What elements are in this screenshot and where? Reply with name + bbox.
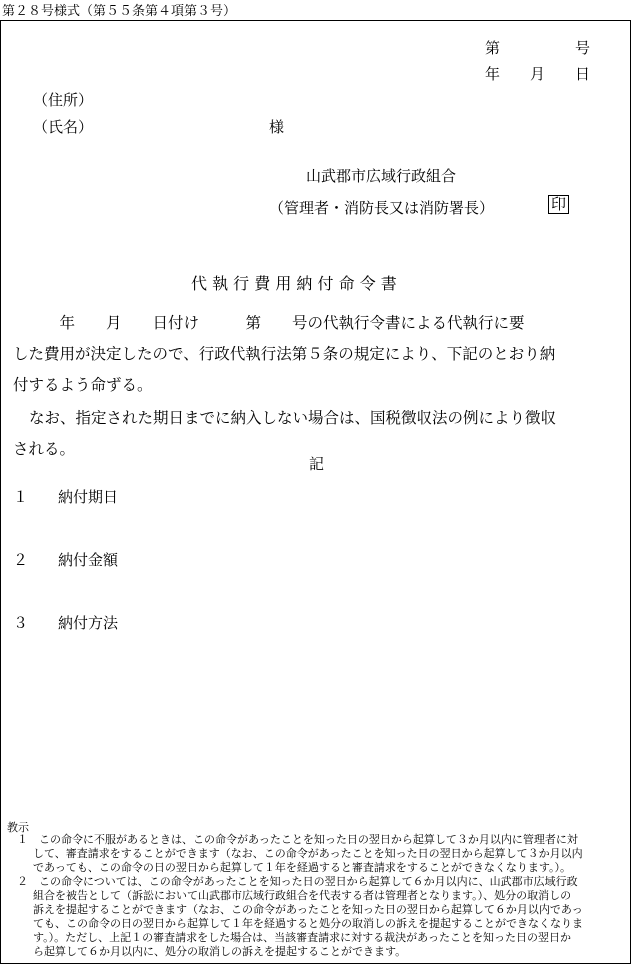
note2-line4: ても、この命令の日の翌日から起算して１年を経過すると処分の取消しの訴えを提起することができなくなりま	[33, 917, 583, 930]
document-title: 代 執 行 費 用 納 付 命 令 書	[191, 274, 397, 293]
note1-line1: １ この命令に不服があるときは、この命令があったことを知った日の翌日から起算して３か月以内に管理者に対	[17, 833, 578, 846]
body-para2-line1: なお、指定された期日までに納入しない場合は、国税徴収法の例により徴収	[29, 409, 557, 427]
note1-line2: して、審査請求をすることができます（なお、この命令があったことを知った日の翌日から起算して３か月以内	[33, 847, 583, 860]
issuer-organization: 山武郡市広域行政組合	[306, 167, 457, 185]
form-number: 第２８号様式（第５５条第４項第３号）	[2, 4, 237, 19]
note2-line3: 訴えを提起することができます（なお、この命令があったことを知った日の翌日から起算して６か月以内であっ	[33, 903, 583, 916]
notes-heading: 教示	[7, 821, 29, 834]
body-para1-line2: した費用が決定したので、行政代執行法第５条の規定により、下記のとおり納	[13, 345, 556, 363]
issuer-title: （管理者・消防長又は消防署長）	[269, 199, 495, 217]
note1-line3: であっても、この命令の日の翌日から起算して１年を経過すると審査請求をすることができなくなります。）。	[33, 861, 572, 874]
item-payment-amount: ２ 納付金額	[13, 551, 119, 569]
body-para1-line1: 年 月 日付け 第 号の代執行令書による代執行に要	[13, 314, 525, 332]
document-number-label: 第 号	[485, 39, 591, 57]
body-para2-line2: される。	[13, 440, 76, 458]
body-para1-line3: 付するよう命ずる。	[13, 376, 153, 394]
item-payment-due-date: １ 納付期日	[13, 488, 119, 506]
seal-mark	[548, 195, 569, 214]
seal-label: 印	[548, 195, 569, 214]
note2-line5: す。）。ただし、上記１の審査請求をした場合は、当該審査請求に対する裁決があったことを知った日の翌日か	[33, 931, 572, 944]
note2-line2: 組合を被告として（訴訟において山武郡市広域行政組合を代表する者は管理者となります。）、処分の取消しの	[33, 889, 572, 902]
note2-line6: ら起算して６か月以内に、処分の取消しの訴えを提起することができます。	[33, 945, 407, 958]
date-label: 年 月 日	[485, 65, 591, 83]
recipient-name-label: （氏名）	[33, 118, 94, 136]
recipient-address-label: （住所）	[33, 91, 94, 109]
recipient-honorific: 様	[269, 118, 285, 136]
document-frame	[0, 20, 631, 964]
ki-label: 記	[309, 455, 325, 473]
note2-line1: ２ この命令については、この命令があったことを知った日の翌日から起算して６か月以内に、山武郡市広域行政	[17, 875, 578, 888]
item-payment-method: ３ 納付方法	[13, 614, 119, 632]
